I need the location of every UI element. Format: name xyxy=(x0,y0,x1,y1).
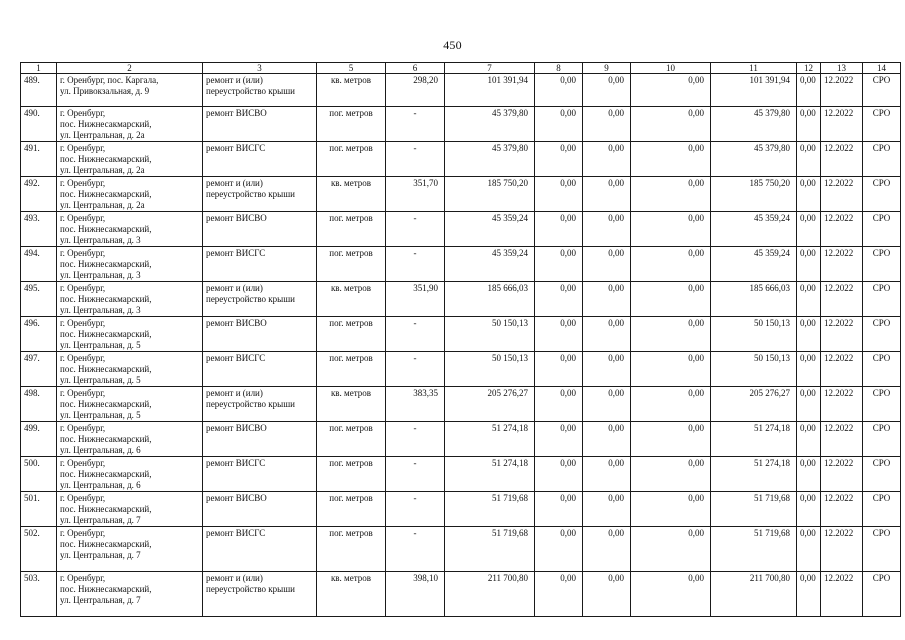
unit-cell: пог. метров xyxy=(317,317,386,352)
work-type-line: переустройство крыши xyxy=(206,399,295,409)
table-row xyxy=(21,492,901,527)
column-header: 13 xyxy=(821,63,863,74)
work-type-cell xyxy=(203,527,317,572)
amount-cell-8: 0,00 xyxy=(535,387,583,422)
amount-cell-9: 0,00 xyxy=(583,527,631,572)
amount-cell-8: 0,00 xyxy=(535,317,583,352)
amount-cell-8: 0,00 xyxy=(535,527,583,572)
amount-cell-9: 0,00 xyxy=(583,282,631,317)
amount-cell-8: 0,00 xyxy=(535,142,583,177)
organization-cell: СРО xyxy=(863,317,901,352)
column-number-row xyxy=(21,63,901,74)
amount-cell-8: 0,00 xyxy=(535,352,583,387)
address-cell xyxy=(57,422,203,457)
work-type-line: ремонт и (или) xyxy=(206,388,263,398)
unit-cell: пог. метров xyxy=(317,352,386,387)
address-line: г. Оренбург, xyxy=(60,353,106,363)
organization-cell: СРО xyxy=(863,282,901,317)
address-line: ул. Центральная, д. 6 xyxy=(60,480,141,490)
organization-cell: СРО xyxy=(863,527,901,572)
work-type-cell xyxy=(203,352,317,387)
address-line: пос. Нижнесакмарский, xyxy=(60,154,152,164)
total-cost-cell: 50 150,13 xyxy=(445,317,535,352)
work-type-cell xyxy=(203,387,317,422)
work-type-line: переустройство крыши xyxy=(206,189,295,199)
unit-cell: кв. метров xyxy=(317,282,386,317)
total-cost-cell: 45 359,24 xyxy=(445,212,535,247)
address-line: ул. Центральная, д. 5 xyxy=(60,410,141,420)
address-cell xyxy=(57,247,203,282)
amount-cell-10: 0,00 xyxy=(631,492,711,527)
work-type-line: ремонт и (или) xyxy=(206,178,263,188)
unit-cell: кв. метров xyxy=(317,74,386,107)
volume-cell: - xyxy=(386,352,445,387)
address-line: пос. Нижнесакмарский, xyxy=(60,399,152,409)
volume-cell: - xyxy=(386,247,445,282)
deadline-cell: 12.2022 xyxy=(821,317,863,352)
amount-cell-10: 0,00 xyxy=(631,387,711,422)
address-cell xyxy=(57,317,203,352)
total-cost-cell: 211 700,80 xyxy=(445,572,535,617)
address-line: г. Оренбург, xyxy=(60,213,106,223)
address-cell xyxy=(57,142,203,177)
address-line: пос. Нижнесакмарский, xyxy=(60,504,152,514)
address-line: ул. Центральная, д. 2а xyxy=(60,130,145,140)
address-line: г. Оренбург, xyxy=(60,108,106,118)
address-line: г. Оренбург, xyxy=(60,458,106,468)
total-cost-cell: 50 150,13 xyxy=(445,352,535,387)
amount-cell-10: 0,00 xyxy=(631,177,711,212)
deadline-cell: 12.2022 xyxy=(821,422,863,457)
address-line: пос. Нижнесакмарский, xyxy=(60,329,152,339)
amount-cell-11: 51 719,68 xyxy=(711,527,797,572)
address-cell xyxy=(57,352,203,387)
table-row xyxy=(21,457,901,492)
work-type-line: ремонт ВИСВО xyxy=(206,213,267,223)
table-row xyxy=(21,352,901,387)
row-number-cell: 502. xyxy=(21,527,57,572)
organization-cell: СРО xyxy=(863,74,901,107)
deadline-cell: 12.2022 xyxy=(821,107,863,142)
work-type-line: ремонт ВИСГС xyxy=(206,143,266,153)
organization-cell: СРО xyxy=(863,142,901,177)
amount-cell-9: 0,00 xyxy=(583,142,631,177)
address-line: ул. Центральная, д. 3 xyxy=(60,235,141,245)
work-type-line: переустройство крыши xyxy=(206,294,295,304)
amount-cell-11: 50 150,13 xyxy=(711,352,797,387)
organization-cell: СРО xyxy=(863,212,901,247)
amount-cell-9: 0,00 xyxy=(583,74,631,107)
amount-cell-12: 0,00 xyxy=(797,317,821,352)
address-line: ул. Центральная, д. 2а xyxy=(60,165,145,175)
row-number-cell: 501. xyxy=(21,492,57,527)
work-type-cell xyxy=(203,107,317,142)
row-number-cell: 498. xyxy=(21,387,57,422)
amount-cell-8: 0,00 xyxy=(535,177,583,212)
address-line: пос. Нижнесакмарский, xyxy=(60,469,152,479)
row-number-cell: 497. xyxy=(21,352,57,387)
organization-cell: СРО xyxy=(863,107,901,142)
deadline-cell: 12.2022 xyxy=(821,352,863,387)
address-line: г. Оренбург, xyxy=(60,283,106,293)
table-row xyxy=(21,387,901,422)
work-type-cell xyxy=(203,177,317,212)
work-type-line: ремонт и (или) xyxy=(206,573,263,583)
column-header: 8 xyxy=(535,63,583,74)
address-cell xyxy=(57,527,203,572)
address-line: ул. Центральная, д. 6 xyxy=(60,445,141,455)
column-header: 7 xyxy=(445,63,535,74)
table-row xyxy=(21,107,901,142)
address-line: г. Оренбург, пос. Каргала, xyxy=(60,75,159,85)
unit-cell: пог. метров xyxy=(317,492,386,527)
total-cost-cell: 45 379,80 xyxy=(445,107,535,142)
deadline-cell: 12.2022 xyxy=(821,177,863,212)
total-cost-cell: 185 750,20 xyxy=(445,177,535,212)
deadline-cell: 12.2022 xyxy=(821,282,863,317)
total-cost-cell: 51 274,18 xyxy=(445,422,535,457)
unit-cell: кв. метров xyxy=(317,177,386,212)
amount-cell-9: 0,00 xyxy=(583,317,631,352)
address-cell xyxy=(57,457,203,492)
amount-cell-10: 0,00 xyxy=(631,247,711,282)
amount-cell-8: 0,00 xyxy=(535,457,583,492)
work-type-line: переустройство крыши xyxy=(206,584,295,594)
amount-cell-9: 0,00 xyxy=(583,422,631,457)
address-line: ул. Центральная, д. 7 xyxy=(60,550,141,560)
unit-cell: кв. метров xyxy=(317,572,386,617)
unit-cell: пог. метров xyxy=(317,107,386,142)
volume-cell: 298,20 xyxy=(386,74,445,107)
volume-cell: - xyxy=(386,212,445,247)
amount-cell-8: 0,00 xyxy=(535,107,583,142)
amount-cell-10: 0,00 xyxy=(631,74,711,107)
amount-cell-12: 0,00 xyxy=(797,107,821,142)
address-line: пос. Нижнесакмарский, xyxy=(60,294,152,304)
address-line: пос. Нижнесакмарский, xyxy=(60,434,152,444)
deadline-cell: 12.2022 xyxy=(821,527,863,572)
column-header: 10 xyxy=(631,63,711,74)
amount-cell-9: 0,00 xyxy=(583,572,631,617)
volume-cell: 398,10 xyxy=(386,572,445,617)
work-type-cell xyxy=(203,247,317,282)
address-line: ул. Центральная, д. 5 xyxy=(60,340,141,350)
amount-cell-11: 51 274,18 xyxy=(711,422,797,457)
address-line: пос. Нижнесакмарский, xyxy=(60,189,152,199)
table-row xyxy=(21,177,901,212)
work-type-cell xyxy=(203,422,317,457)
amount-cell-12: 0,00 xyxy=(797,74,821,107)
column-header: 2 xyxy=(57,63,203,74)
volume-cell: - xyxy=(386,492,445,527)
amount-cell-12: 0,00 xyxy=(797,212,821,247)
total-cost-cell: 205 276,27 xyxy=(445,387,535,422)
amount-cell-11: 45 379,80 xyxy=(711,142,797,177)
amount-cell-11: 45 379,80 xyxy=(711,107,797,142)
unit-cell: пог. метров xyxy=(317,457,386,492)
total-cost-cell: 51 719,68 xyxy=(445,527,535,572)
address-line: ул. Центральная, д. 3 xyxy=(60,305,141,315)
unit-cell: пог. метров xyxy=(317,527,386,572)
table-row xyxy=(21,212,901,247)
amount-cell-12: 0,00 xyxy=(797,527,821,572)
amount-cell-12: 0,00 xyxy=(797,387,821,422)
column-header: 1 xyxy=(21,63,57,74)
address-cell xyxy=(57,492,203,527)
row-number-cell: 494. xyxy=(21,247,57,282)
amount-cell-11: 205 276,27 xyxy=(711,387,797,422)
work-type-line: ремонт ВИСГС xyxy=(206,458,266,468)
amount-cell-8: 0,00 xyxy=(535,247,583,282)
table-row xyxy=(21,527,901,572)
work-type-cell xyxy=(203,457,317,492)
amount-cell-10: 0,00 xyxy=(631,457,711,492)
amount-cell-9: 0,00 xyxy=(583,387,631,422)
organization-cell: СРО xyxy=(863,352,901,387)
table-row xyxy=(21,142,901,177)
organization-cell: СРО xyxy=(863,457,901,492)
address-cell xyxy=(57,212,203,247)
amount-cell-10: 0,00 xyxy=(631,317,711,352)
amount-cell-12: 0,00 xyxy=(797,457,821,492)
deadline-cell: 12.2022 xyxy=(821,142,863,177)
organization-cell: СРО xyxy=(863,387,901,422)
volume-cell: 351,90 xyxy=(386,282,445,317)
column-header: 14 xyxy=(863,63,901,74)
address-cell xyxy=(57,107,203,142)
address-line: г. Оренбург, xyxy=(60,388,106,398)
amount-cell-12: 0,00 xyxy=(797,422,821,457)
deadline-cell: 12.2022 xyxy=(821,247,863,282)
total-cost-cell: 51 719,68 xyxy=(445,492,535,527)
amount-cell-10: 0,00 xyxy=(631,282,711,317)
amount-cell-9: 0,00 xyxy=(583,247,631,282)
row-number-cell: 503. xyxy=(21,572,57,617)
amount-cell-12: 0,00 xyxy=(797,282,821,317)
work-type-line: ремонт ВИСВО xyxy=(206,318,267,328)
row-number-cell: 499. xyxy=(21,422,57,457)
table-row xyxy=(21,572,901,617)
amount-cell-10: 0,00 xyxy=(631,142,711,177)
organization-cell: СРО xyxy=(863,177,901,212)
volume-cell: - xyxy=(386,142,445,177)
amount-cell-10: 0,00 xyxy=(631,422,711,457)
row-number-cell: 490. xyxy=(21,107,57,142)
organization-cell: СРО xyxy=(863,492,901,527)
column-header: 3 xyxy=(203,63,317,74)
address-line: ул. Центральная, д. 7 xyxy=(60,515,141,525)
address-line: г. Оренбург, xyxy=(60,493,106,503)
deadline-cell: 12.2022 xyxy=(821,387,863,422)
table-row xyxy=(21,247,901,282)
column-header: 9 xyxy=(583,63,631,74)
volume-cell: - xyxy=(386,422,445,457)
address-line: пос. Нижнесакмарский, xyxy=(60,224,152,234)
amount-cell-10: 0,00 xyxy=(631,352,711,387)
amount-cell-12: 0,00 xyxy=(797,572,821,617)
row-number-cell: 489. xyxy=(21,74,57,107)
table-row xyxy=(21,74,901,107)
column-header: 6 xyxy=(386,63,445,74)
volume-cell: 351,70 xyxy=(386,177,445,212)
work-type-line: ремонт ВИСГС xyxy=(206,248,266,258)
column-header: 12 xyxy=(797,63,821,74)
work-type-line: ремонт и (или) xyxy=(206,75,263,85)
table-body xyxy=(21,74,901,617)
deadline-cell: 12.2022 xyxy=(821,492,863,527)
address-line: г. Оренбург, xyxy=(60,248,106,258)
amount-cell-8: 0,00 xyxy=(535,74,583,107)
address-line: г. Оренбург, xyxy=(60,573,106,583)
row-number-cell: 500. xyxy=(21,457,57,492)
address-line: ул. Центральная, д. 3 xyxy=(60,270,141,280)
column-header: 11 xyxy=(711,63,797,74)
work-type-cell xyxy=(203,572,317,617)
program-table xyxy=(20,62,901,617)
deadline-cell: 12.2022 xyxy=(821,572,863,617)
work-type-line: ремонт ВИСВО xyxy=(206,493,267,503)
row-number-cell: 493. xyxy=(21,212,57,247)
amount-cell-12: 0,00 xyxy=(797,177,821,212)
amount-cell-11: 51 274,18 xyxy=(711,457,797,492)
total-cost-cell: 45 379,80 xyxy=(445,142,535,177)
amount-cell-9: 0,00 xyxy=(583,177,631,212)
amount-cell-8: 0,00 xyxy=(535,422,583,457)
deadline-cell: 12.2022 xyxy=(821,457,863,492)
amount-cell-12: 0,00 xyxy=(797,247,821,282)
amount-cell-9: 0,00 xyxy=(583,457,631,492)
work-type-cell xyxy=(203,317,317,352)
amount-cell-10: 0,00 xyxy=(631,572,711,617)
address-line: г. Оренбург, xyxy=(60,143,106,153)
amount-cell-8: 0,00 xyxy=(535,492,583,527)
total-cost-cell: 45 359,24 xyxy=(445,247,535,282)
row-number-cell: 495. xyxy=(21,282,57,317)
table-row xyxy=(21,422,901,457)
amount-cell-11: 185 750,20 xyxy=(711,177,797,212)
volume-cell: - xyxy=(386,317,445,352)
organization-cell: СРО xyxy=(863,422,901,457)
amount-cell-9: 0,00 xyxy=(583,352,631,387)
row-number-cell: 491. xyxy=(21,142,57,177)
work-type-cell xyxy=(203,492,317,527)
work-type-line: ремонт и (или) xyxy=(206,283,263,293)
address-line: ул. Центральная, д. 2а xyxy=(60,200,145,210)
work-type-cell xyxy=(203,142,317,177)
deadline-cell: 12.2022 xyxy=(821,212,863,247)
address-line: г. Оренбург, xyxy=(60,423,106,433)
unit-cell: пог. метров xyxy=(317,212,386,247)
column-header: 5 xyxy=(317,63,386,74)
amount-cell-9: 0,00 xyxy=(583,107,631,142)
table-row xyxy=(21,317,901,352)
amount-cell-8: 0,00 xyxy=(535,212,583,247)
amount-cell-8: 0,00 xyxy=(535,282,583,317)
work-type-line: ремонт ВИСГС xyxy=(206,528,266,538)
organization-cell: СРО xyxy=(863,247,901,282)
address-cell xyxy=(57,74,203,107)
total-cost-cell: 101 391,94 xyxy=(445,74,535,107)
address-line: г. Оренбург, xyxy=(60,178,106,188)
row-number-cell: 492. xyxy=(21,177,57,212)
volume-cell: - xyxy=(386,107,445,142)
address-cell xyxy=(57,177,203,212)
page-number: 450 xyxy=(443,38,462,52)
total-cost-cell: 185 666,03 xyxy=(445,282,535,317)
address-line: пос. Нижнесакмарский, xyxy=(60,584,152,594)
address-line: пос. Нижнесакмарский, xyxy=(60,539,152,549)
amount-cell-9: 0,00 xyxy=(583,492,631,527)
work-type-cell xyxy=(203,74,317,107)
amount-cell-11: 45 359,24 xyxy=(711,247,797,282)
amount-cell-11: 51 719,68 xyxy=(711,492,797,527)
address-line: ул. Привокзальная, д. 9 xyxy=(60,86,150,96)
table-row xyxy=(21,282,901,317)
amount-cell-8: 0,00 xyxy=(535,572,583,617)
amount-cell-11: 45 359,24 xyxy=(711,212,797,247)
volume-cell: - xyxy=(386,527,445,572)
volume-cell: 383,35 xyxy=(386,387,445,422)
unit-cell: пог. метров xyxy=(317,142,386,177)
work-type-line: ремонт ВИСВО xyxy=(206,423,267,433)
unit-cell: пог. метров xyxy=(317,422,386,457)
amount-cell-10: 0,00 xyxy=(631,527,711,572)
volume-cell: - xyxy=(386,457,445,492)
address-line: г. Оренбург, xyxy=(60,318,106,328)
address-line: пос. Нижнесакмарский, xyxy=(60,119,152,129)
organization-cell: СРО xyxy=(863,572,901,617)
work-type-line: ремонт ВИСГС xyxy=(206,353,266,363)
amount-cell-9: 0,00 xyxy=(583,212,631,247)
address-line: г. Оренбург, xyxy=(60,528,106,538)
unit-cell: кв. метров xyxy=(317,387,386,422)
address-cell xyxy=(57,282,203,317)
work-type-line: переустройство крыши xyxy=(206,86,295,96)
address-cell xyxy=(57,387,203,422)
address-line: ул. Центральная, д. 5 xyxy=(60,375,141,385)
work-type-cell xyxy=(203,282,317,317)
address-line: пос. Нижнесакмарский, xyxy=(60,259,152,269)
address-line: пос. Нижнесакмарский, xyxy=(60,364,152,374)
amount-cell-12: 0,00 xyxy=(797,352,821,387)
row-number-cell: 496. xyxy=(21,317,57,352)
total-cost-cell: 51 274,18 xyxy=(445,457,535,492)
amount-cell-11: 50 150,13 xyxy=(711,317,797,352)
unit-cell: пог. метров xyxy=(317,247,386,282)
amount-cell-10: 0,00 xyxy=(631,212,711,247)
address-cell xyxy=(57,572,203,617)
amount-cell-11: 101 391,94 xyxy=(711,74,797,107)
deadline-cell: 12.2022 xyxy=(821,74,863,107)
address-line: ул. Центральная, д. 7 xyxy=(60,595,141,605)
amount-cell-12: 0,00 xyxy=(797,492,821,527)
work-type-cell xyxy=(203,212,317,247)
amount-cell-12: 0,00 xyxy=(797,142,821,177)
amount-cell-11: 185 666,03 xyxy=(711,282,797,317)
amount-cell-11: 211 700,80 xyxy=(711,572,797,617)
amount-cell-10: 0,00 xyxy=(631,107,711,142)
work-type-line: ремонт ВИСВО xyxy=(206,108,267,118)
